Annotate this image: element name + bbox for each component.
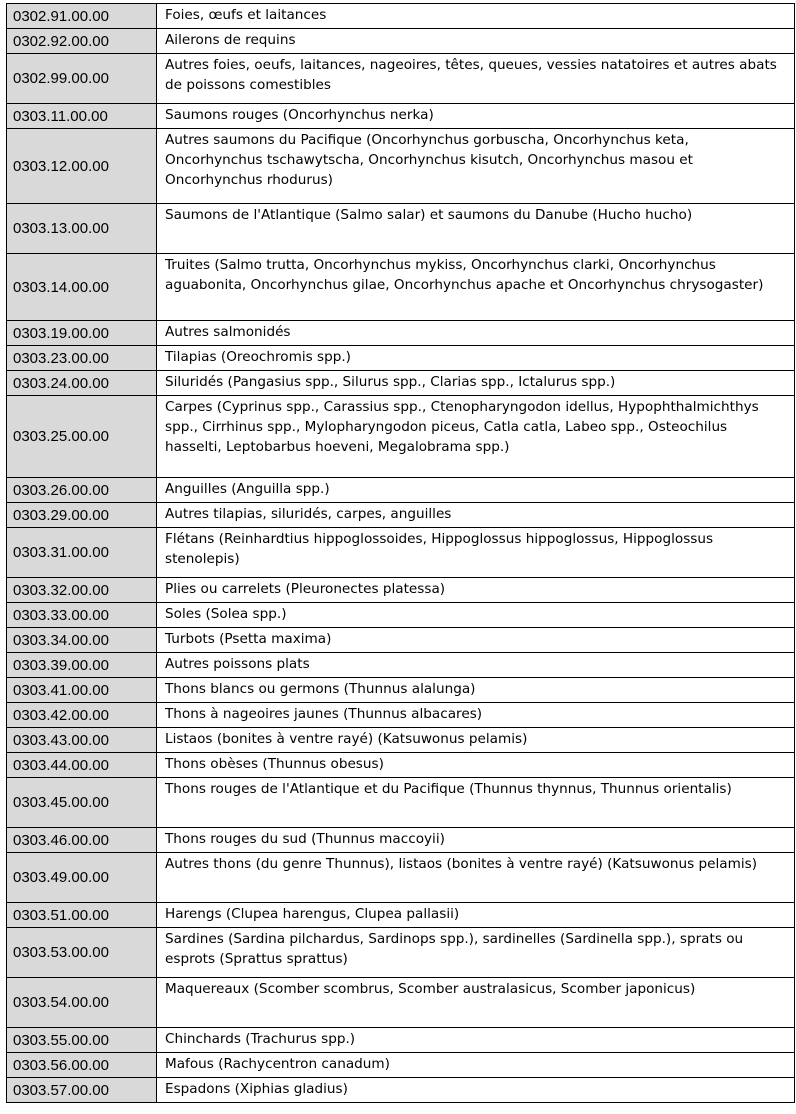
- tariff-code-cell: 0302.91.00.00: [7, 4, 157, 29]
- description-cell: Autres foies, oeufs, laitances, nageoires, têtes, queues, vessies natatoires et autres abats de poissons comestibles: [157, 54, 795, 104]
- description-cell: Turbots (Psetta maxima): [157, 628, 795, 653]
- tariff-table-body: [7, 4, 795, 1103]
- description-cell: Listaos (bonites à ventre rayé) (Katsuwonus pelamis): [157, 728, 795, 753]
- table-row: [7, 254, 795, 321]
- tariff-code-cell: 0303.53.00.00: [7, 928, 157, 978]
- tariff-code-cell: 0303.44.00.00: [7, 753, 157, 778]
- description-cell: Anguilles (Anguilla spp.): [157, 478, 795, 503]
- tariff-code-cell: 0303.32.00.00: [7, 578, 157, 603]
- tariff-code-cell: 0303.19.00.00: [7, 321, 157, 346]
- description-cell: Thons rouges de l'Atlantique et du Pacifique (Thunnus thynnus, Thunnus orientalis): [157, 778, 795, 828]
- table-row: [7, 628, 795, 653]
- table-row: [7, 703, 795, 728]
- description-cell: Truites (Salmo trutta, Oncorhynchus mykiss, Oncorhynchus clarki, Oncorhynchus aguabonita, Oncorhynchus gilae, Oncorhynchus apache et Oncorhynchus chrysogaster): [157, 254, 795, 321]
- tariff-code-cell: 0303.41.00.00: [7, 678, 157, 703]
- tariff-code-cell: 0303.42.00.00: [7, 703, 157, 728]
- description-cell: Autres thons (du genre Thunnus), listaos (bonites à ventre rayé) (Katsuwonus pelamis): [157, 853, 795, 903]
- description-cell: Autres salmonidés: [157, 321, 795, 346]
- tariff-table-container: [6, 3, 794, 1103]
- table-row: [7, 678, 795, 703]
- table-row: [7, 321, 795, 346]
- tariff-code-cell: 0303.33.00.00: [7, 603, 157, 628]
- tariff-code-cell: 0303.51.00.00: [7, 903, 157, 928]
- table-row: [7, 54, 795, 104]
- table-row: [7, 29, 795, 54]
- tariff-code-cell: 0303.11.00.00: [7, 104, 157, 129]
- description-cell: Saumons de l'Atlantique (Salmo salar) et saumons du Danube (Hucho hucho): [157, 204, 795, 254]
- table-row: [7, 346, 795, 371]
- tariff-code-cell: 0303.23.00.00: [7, 346, 157, 371]
- table-row: [7, 578, 795, 603]
- tariff-code-cell: 0303.54.00.00: [7, 978, 157, 1028]
- description-cell: Chinchards (Trachurus spp.): [157, 1028, 795, 1053]
- table-row: [7, 129, 795, 204]
- table-row: [7, 653, 795, 678]
- table-row: [7, 853, 795, 903]
- description-cell: Autres tilapias, siluridés, carpes, anguilles: [157, 503, 795, 528]
- table-row: [7, 371, 795, 396]
- description-cell: Mafous (Rachycentron canadum): [157, 1053, 795, 1078]
- description-cell: Plies ou carrelets (Pleuronectes platessa): [157, 578, 795, 603]
- table-row: [7, 528, 795, 578]
- tariff-code-cell: 0303.57.00.00: [7, 1078, 157, 1103]
- description-cell: Saumons rouges (Oncorhynchus nerka): [157, 104, 795, 129]
- tariff-table: [6, 3, 795, 1103]
- table-row: [7, 478, 795, 503]
- description-cell: Sardines (Sardina pilchardus, Sardinops spp.), sardinelles (Sardinella spp.), sprats ou esprots (Sprattus sprattus): [157, 928, 795, 978]
- tariff-code-cell: 0303.12.00.00: [7, 129, 157, 204]
- tariff-code-cell: 0302.92.00.00: [7, 29, 157, 54]
- tariff-code-cell: 0303.29.00.00: [7, 503, 157, 528]
- table-row: [7, 903, 795, 928]
- table-row: [7, 204, 795, 254]
- table-row: [7, 503, 795, 528]
- description-cell: Maquereaux (Scomber scombrus, Scomber australasicus, Scomber japonicus): [157, 978, 795, 1028]
- description-cell: Foies, œufs et laitances: [157, 4, 795, 29]
- tariff-code-cell: 0303.25.00.00: [7, 396, 157, 478]
- tariff-code-cell: 0303.26.00.00: [7, 478, 157, 503]
- table-row: [7, 728, 795, 753]
- table-row: [7, 1078, 795, 1103]
- tariff-code-cell: 0303.34.00.00: [7, 628, 157, 653]
- table-row: [7, 1053, 795, 1078]
- description-cell: Espadons (Xiphias gladius): [157, 1078, 795, 1103]
- description-cell: Harengs (Clupea harengus, Clupea pallasii): [157, 903, 795, 928]
- description-cell: Autres poissons plats: [157, 653, 795, 678]
- description-cell: Tilapias (Oreochromis spp.): [157, 346, 795, 371]
- table-row: [7, 778, 795, 828]
- description-cell: Siluridés (Pangasius spp., Silurus spp., Clarias spp., Ictalurus spp.): [157, 371, 795, 396]
- tariff-code-cell: 0303.24.00.00: [7, 371, 157, 396]
- table-row: [7, 753, 795, 778]
- tariff-code-cell: 0303.31.00.00: [7, 528, 157, 578]
- description-cell: Flétans (Reinhardtius hippoglossoides, Hippoglossus hippoglossus, Hippoglossus stenolepis): [157, 528, 795, 578]
- description-cell: Thons blancs ou germons (Thunnus alalunga): [157, 678, 795, 703]
- tariff-code-cell: 0303.56.00.00: [7, 1053, 157, 1078]
- tariff-code-cell: 0303.45.00.00: [7, 778, 157, 828]
- table-row: [7, 1028, 795, 1053]
- description-cell: Thons obèses (Thunnus obesus): [157, 753, 795, 778]
- description-cell: Carpes (Cyprinus spp., Carassius spp., Ctenopharyngodon idellus, Hypophthalmichthys spp., Cirrhinus spp., Mylopharyngodon piceus, Catla catla, Labeo spp., Osteochilus hasselti, Leptobarbus hoeveni, Megalobrama spp.): [157, 396, 795, 478]
- table-row: [7, 104, 795, 129]
- description-cell: Thons à nageoires jaunes (Thunnus albacares): [157, 703, 795, 728]
- description-cell: Ailerons de requins: [157, 29, 795, 54]
- tariff-code-cell: 0303.46.00.00: [7, 828, 157, 853]
- table-row: [7, 603, 795, 628]
- tariff-code-cell: 0303.13.00.00: [7, 204, 157, 254]
- tariff-code-cell: 0302.99.00.00: [7, 54, 157, 104]
- tariff-code-cell: 0303.14.00.00: [7, 254, 157, 321]
- table-row: [7, 928, 795, 978]
- table-row: [7, 978, 795, 1028]
- tariff-code-cell: 0303.39.00.00: [7, 653, 157, 678]
- table-row: [7, 4, 795, 29]
- tariff-code-cell: 0303.55.00.00: [7, 1028, 157, 1053]
- description-cell: Soles (Solea spp.): [157, 603, 795, 628]
- table-row: [7, 396, 795, 478]
- tariff-code-cell: 0303.49.00.00: [7, 853, 157, 903]
- tariff-code-cell: 0303.43.00.00: [7, 728, 157, 753]
- description-cell: Thons rouges du sud (Thunnus maccoyii): [157, 828, 795, 853]
- table-row: [7, 828, 795, 853]
- description-cell: Autres saumons du Pacifique (Oncorhynchus gorbuscha, Oncorhynchus keta, Oncorhynchus tschawytscha, Oncorhynchus kisutch, Oncorhynchus masou et Oncorhynchus rhodurus): [157, 129, 795, 204]
